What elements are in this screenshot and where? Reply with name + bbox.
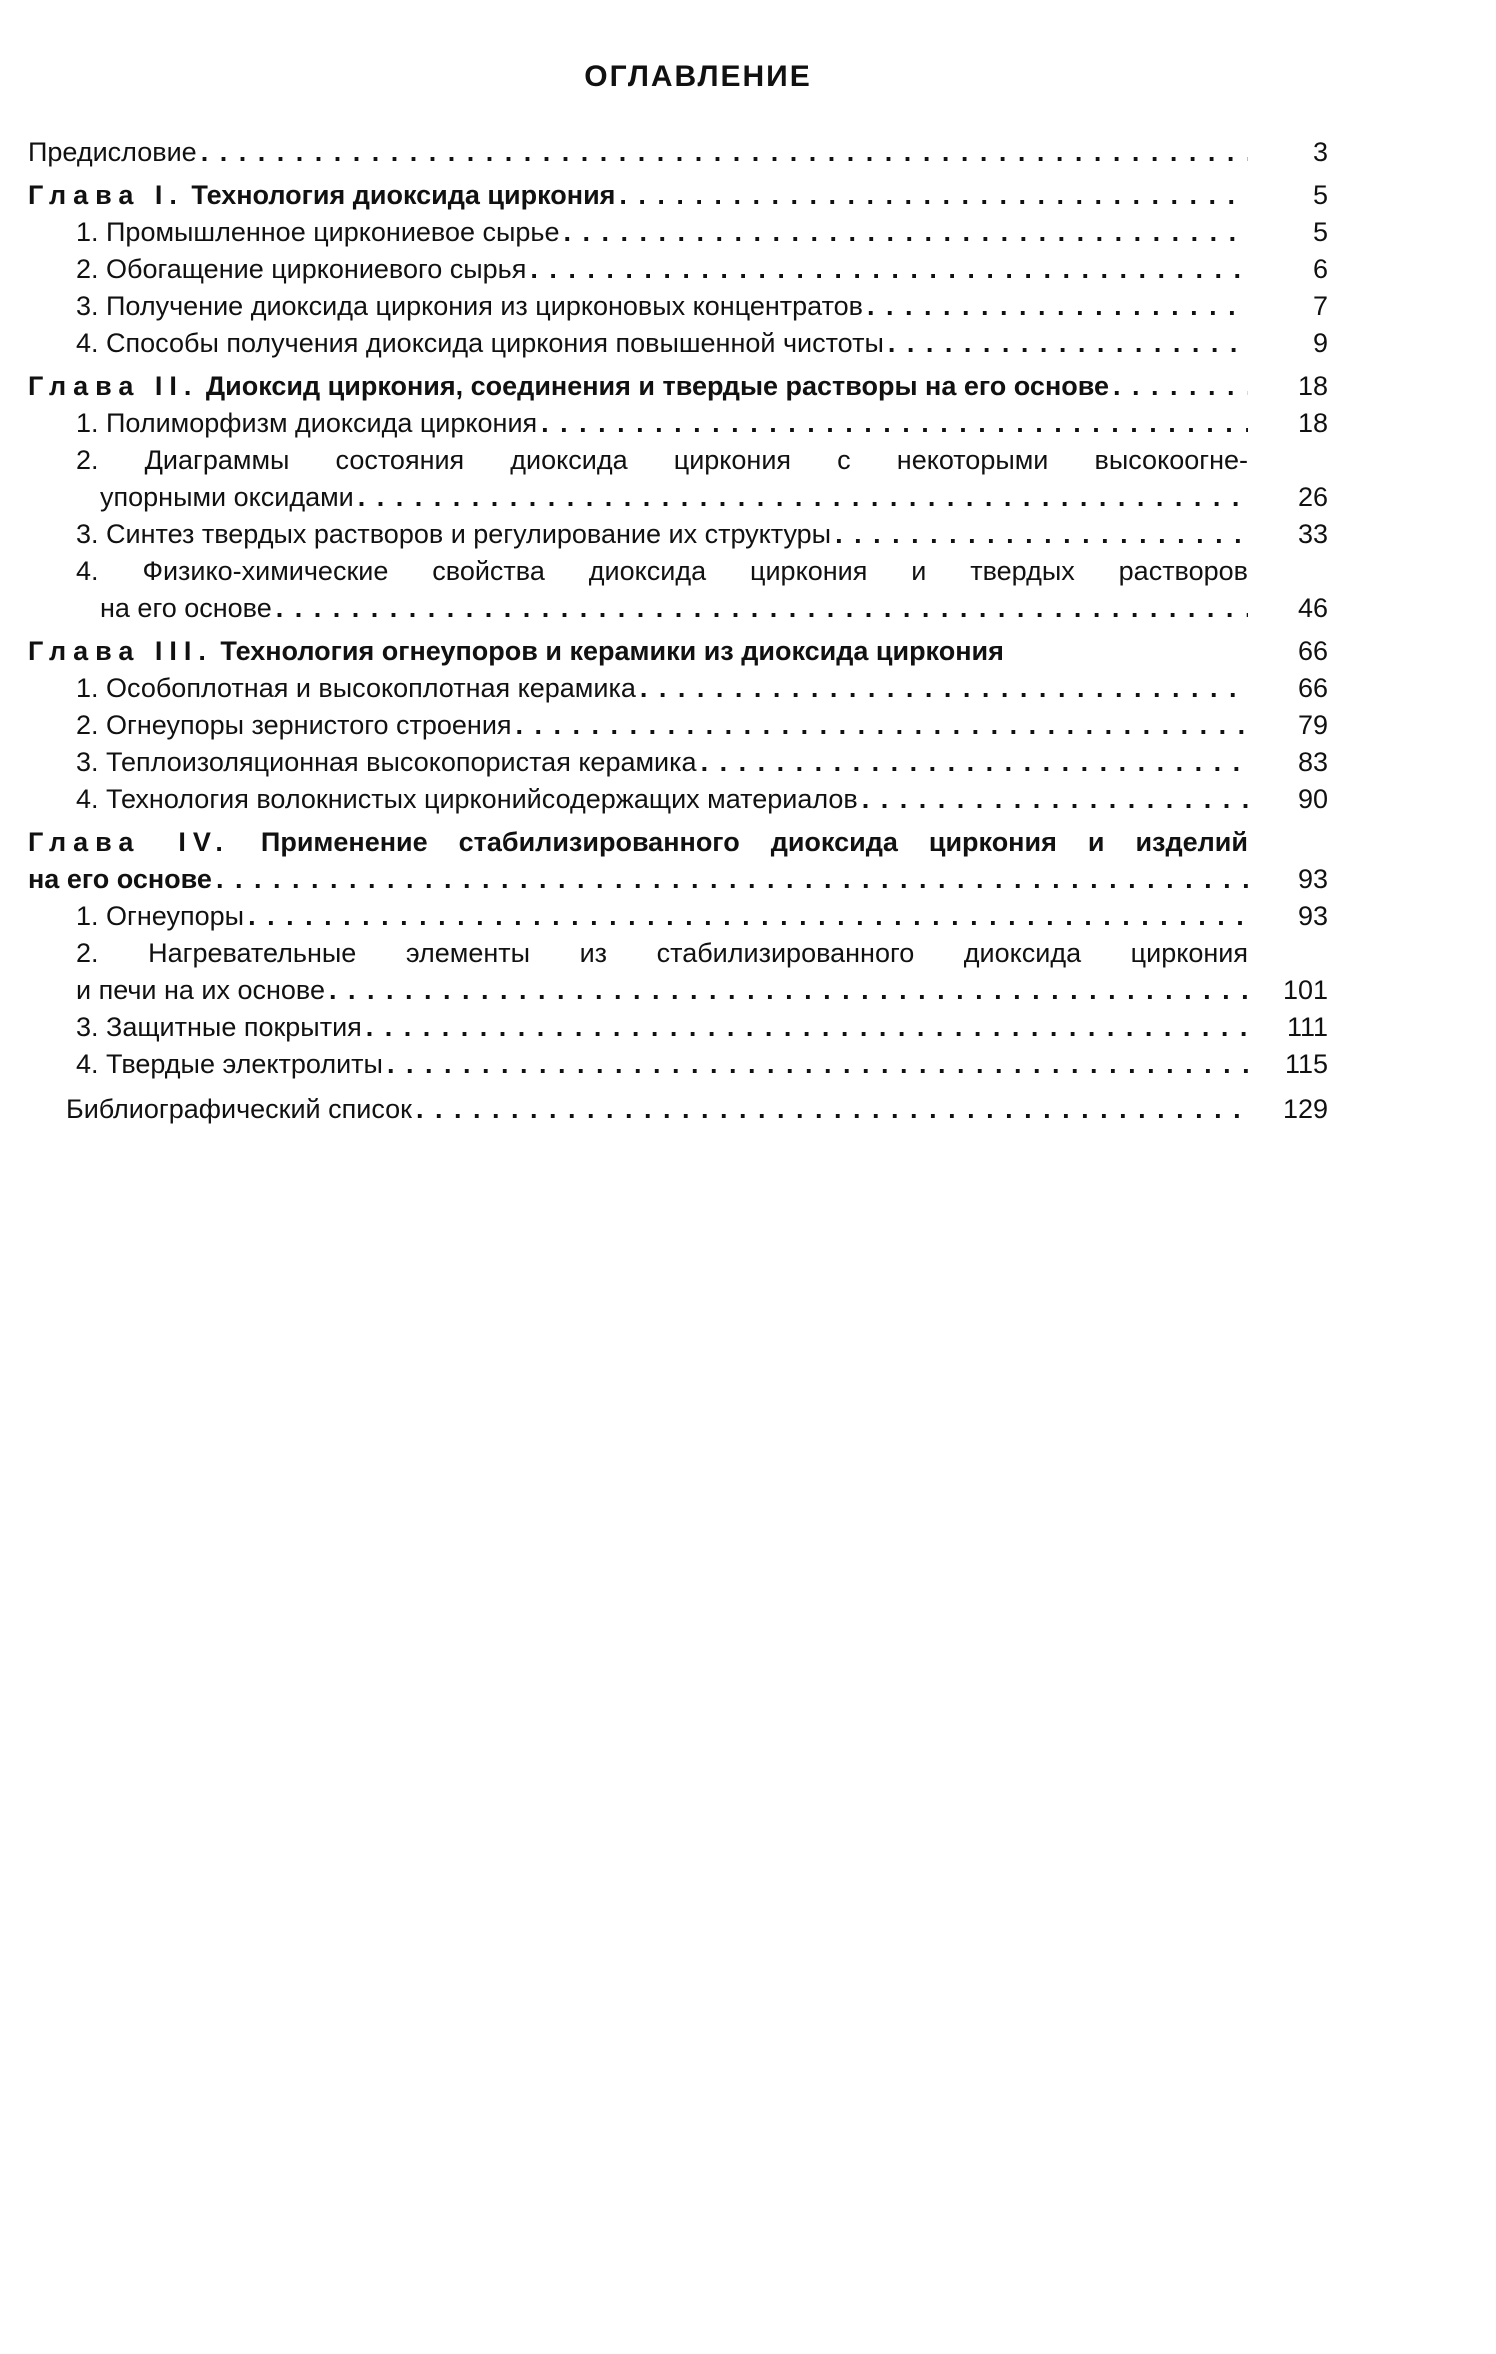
toc-entry-chapter-4[interactable] — [28, 824, 1328, 898]
table-of-contents-page — [28, 60, 1328, 1128]
entry-page-number: 5 — [1312, 217, 1328, 247]
toc-entry-bibliography[interactable] — [28, 1091, 1328, 1128]
toc-entry-section[interactable] — [28, 744, 1328, 781]
entry-title: Диоксид циркония, соединения и твердые растворы на его основе — [205, 371, 1109, 401]
entry-title: Предисловие — [28, 137, 197, 167]
entry-title: 1. Полиморфизм диоксида циркония — [76, 408, 538, 438]
toc-entry-section[interactable] — [28, 898, 1328, 935]
entry-title: 2. Огнеупоры зернистого строения — [76, 710, 512, 740]
entry-page-number: 90 — [1297, 784, 1328, 814]
entry-page-number: 18 — [1297, 408, 1328, 438]
entry-page-number: 111 — [1286, 1012, 1328, 1042]
toc-entry-section[interactable] — [28, 405, 1328, 442]
entry-page-number: 3 — [1312, 137, 1328, 167]
entry-page-number: 6 — [1312, 254, 1328, 284]
entry-title: Библиографический список — [66, 1094, 412, 1124]
entry-page-number: 33 — [1297, 519, 1328, 549]
entry-title: Технология огнеупоров и керамики из диоксида циркония — [220, 636, 1004, 666]
entry-title-line-1: Применение стабилизированного диоксида циркония и изделий — [260, 827, 1248, 857]
toc-entry-chapter-1[interactable] — [28, 177, 1328, 214]
entry-page-number: 26 — [1297, 482, 1328, 512]
entry-page-number: 115 — [1284, 1049, 1328, 1079]
toc-entry-section[interactable] — [28, 251, 1328, 288]
entry-title: 4. Способы получения диоксида циркония повышенной чистоты — [76, 328, 884, 358]
entry-title: 3. Синтез твердых растворов и регулирование их структуры — [76, 519, 832, 549]
toc-entry-section[interactable] — [28, 214, 1328, 251]
entry-title-line-1: 2. Нагревательные элементы из стабилизированного диоксида циркония — [76, 938, 1248, 968]
entry-title: упорными оксидами — [100, 482, 354, 512]
chapter-label: Глава IV. — [28, 827, 230, 857]
toc-entry-section[interactable] — [28, 288, 1328, 325]
page-title: ОГЛАВЛЕНИЕ — [584, 60, 812, 93]
entry-page-number: 101 — [1282, 975, 1328, 1005]
toc-list — [28, 134, 1328, 1128]
entry-title: 1. Особоплотная и высокоплотная керамика — [76, 673, 636, 703]
entry-title: 1. Промышленное циркониевое сырье — [76, 217, 560, 247]
entry-title: 4. Твердые электролиты — [76, 1049, 383, 1079]
entry-page-number: 18 — [1297, 371, 1328, 401]
entry-title-line-1: 4. Физико-химические свойства диоксида циркония и твердых растворов — [76, 556, 1248, 586]
toc-entry-chapter-2[interactable] — [28, 368, 1328, 405]
entry-title: 2. Обогащение циркониевого сырья — [76, 254, 527, 284]
entry-title: 1. Огнеупоры — [76, 901, 245, 931]
entry-page-number: 79 — [1297, 710, 1328, 740]
entry-page-number: 93 — [1297, 901, 1328, 931]
entry-page-number: 9 — [1312, 328, 1328, 358]
entry-page-number: 93 — [1297, 864, 1328, 894]
entry-title: 4. Технология волокнистых цирконийсодержащих материалов — [76, 784, 858, 814]
entry-title: 3. Теплоизоляционная высокопористая керамика — [76, 747, 697, 777]
toc-entry-section[interactable] — [28, 670, 1328, 707]
chapter-label: Глава II. — [28, 371, 199, 401]
toc-entry-section[interactable] — [28, 935, 1328, 1009]
entry-page-number: 83 — [1297, 747, 1328, 777]
entry-page-number: 66 — [1297, 636, 1328, 666]
toc-entry-section[interactable] — [28, 1009, 1328, 1046]
chapter-label: Глава III. — [28, 636, 213, 666]
entry-title: и печи на их основе — [76, 975, 325, 1005]
entry-page-number: 46 — [1297, 593, 1328, 623]
entry-title: на его основе — [100, 593, 272, 623]
toc-entry-section[interactable] — [28, 1046, 1328, 1083]
toc-entry-section[interactable] — [28, 442, 1328, 516]
chapter-label: Глава I. — [28, 180, 184, 210]
toc-entry-section[interactable] — [28, 516, 1328, 553]
toc-entry-section[interactable] — [28, 325, 1328, 362]
toc-entry-section[interactable] — [28, 781, 1328, 818]
entry-page-number: 129 — [1282, 1094, 1328, 1124]
entry-page-number: 7 — [1312, 291, 1328, 321]
entry-title-line-1: 2. Диаграммы состояния диоксида циркония с некоторыми высокоогне- — [76, 445, 1248, 475]
entry-title: Технология диоксида циркония — [191, 180, 616, 210]
toc-entry-section[interactable] — [28, 553, 1328, 627]
entry-title: 3. Защитные покрытия — [76, 1012, 362, 1042]
toc-entry-preface[interactable] — [28, 134, 1328, 171]
entry-page-number: 5 — [1312, 180, 1328, 210]
entry-title: 3. Получение диоксида циркония из цирконовых концентратов — [76, 291, 864, 321]
toc-entry-section[interactable] — [28, 707, 1328, 744]
entry-page-number: 66 — [1297, 673, 1328, 703]
toc-entry-chapter-3[interactable] — [28, 633, 1328, 670]
entry-title: на его основе — [28, 864, 212, 894]
